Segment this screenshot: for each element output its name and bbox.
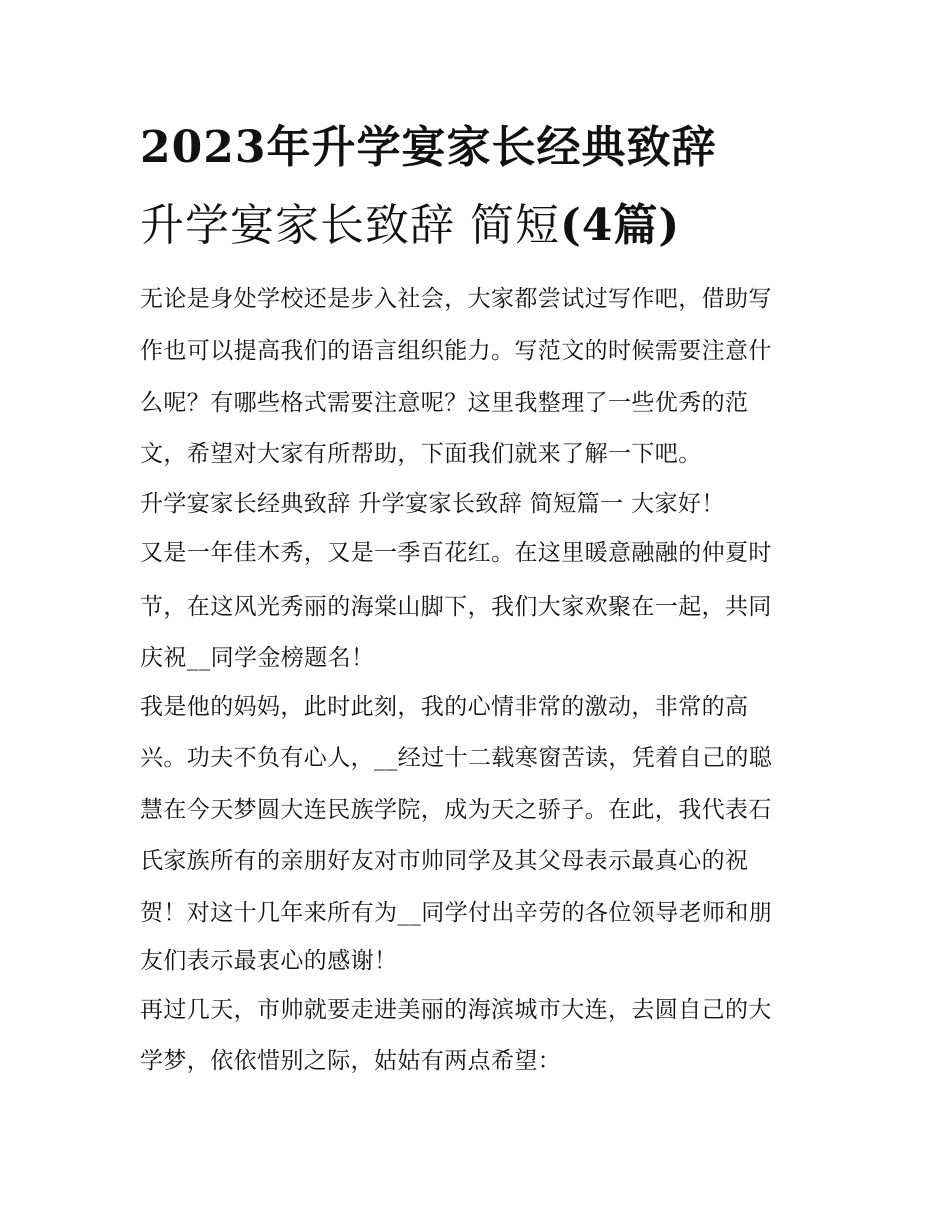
body-line: 文，希望对大家有所帮助，下面我们就来了解一下吧。: [140, 441, 702, 467]
body-line: 升学宴家长经典致辞 升学宴家长致辞 简短篇一 大家好！: [140, 491, 725, 517]
document-title-line-2-suffix: (4篇): [560, 200, 681, 251]
body-line: 么呢？有哪些格式需要注意呢？这里我整理了一些优秀的范: [140, 390, 749, 416]
body-line: 友们表示最衷心的感谢！: [140, 948, 398, 974]
document-title-line-2: [140, 196, 820, 256]
body-line: 慧在今天梦圆大连民族学院，成为天之骄子。在此，我代表石: [140, 797, 772, 823]
body-line: 氏家族所有的亲朋好友对市帅同学及其父母表示最真心的祝: [140, 848, 749, 874]
document-title-line-2-main: 升学宴家长致辞 简短: [140, 200, 560, 251]
body-line: 节，在这风光秀丽的海棠山脚下，我们大家欢聚在一起，共同: [140, 594, 772, 620]
body-line: 无论是身处学校还是步入社会，大家都尝试过写作吧，借助写: [140, 286, 772, 312]
body-line: 作也可以提高我们的语言组织能力。写范文的时候需要注意什: [140, 338, 772, 364]
document-title-line-1: 2023年升学宴家长经典致辞: [140, 122, 717, 173]
body-line: 兴。功夫不负有心人，__经过十二载寒窗苦读，凭着自己的聪: [140, 745, 773, 771]
body-line: 贺！对这十几年来所有为__同学付出辛劳的各位领导老师和朋: [140, 900, 773, 926]
body-line: 再过几天，市帅就要走进美丽的海滨城市大连，去圆自己的大: [140, 997, 772, 1023]
body-line: 庆祝__同学金榜题名！: [140, 645, 375, 671]
body-line: 又是一年佳木秀，又是一季百花红。在这里暖意融融的仲夏时: [140, 540, 772, 566]
body-line: 我是他的妈妈，此时此刻，我的心情非常的激动，非常的高: [140, 694, 749, 720]
body-line: 学梦，依依惜别之际，姑姑有两点希望：: [140, 1048, 562, 1074]
